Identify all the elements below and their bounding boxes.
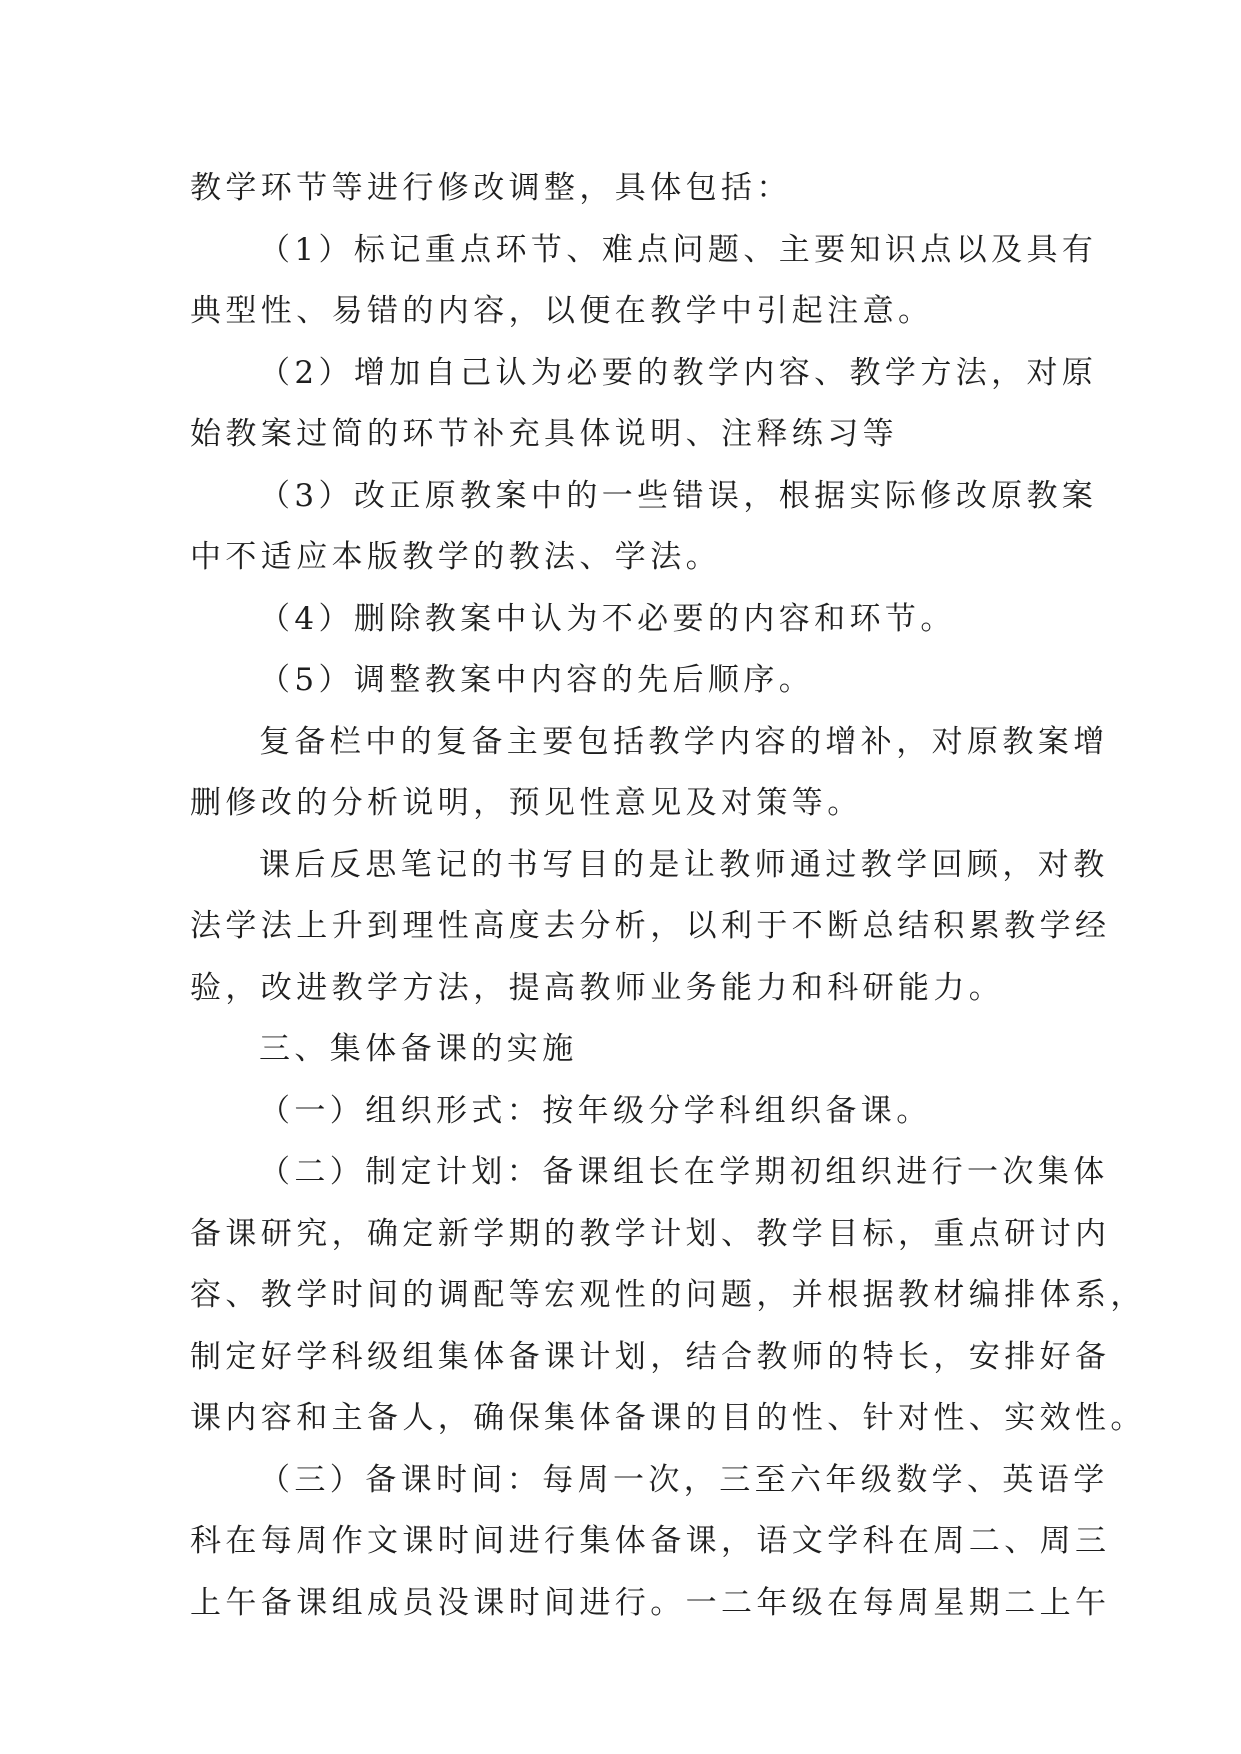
text-line: 备课研究，确定新学期的教学计划、教学目标，重点研讨内 (190, 1215, 1111, 1252)
text-line: 始教案过简的环节补充具体说明、注释练习等 (190, 416, 898, 452)
text-line: 教学环节等进行修改调整，具体包括： (190, 170, 792, 206)
text-line: 容、教学时间的调配等宏观性的问题，并根据教材编排体系， (190, 1277, 1146, 1313)
text-line: 三、集体备课的实施 (259, 1031, 578, 1067)
document-body (190, 158, 1146, 1634)
text-line: （三）备课时间：每周一次，三至六年级数学、英语学 (259, 1461, 1109, 1498)
text-line: 课内容和主备人，确保集体备课的目的性、针对性、实效性。 (190, 1400, 1146, 1436)
text-line: 上午备课组成员没课时间进行。一二年级在每周星期二上午 (190, 1584, 1111, 1621)
text-line: （3）改正原教案中的一些错误，根据实际修改原教案 (259, 477, 1098, 514)
text-line: 中不适应本版教学的教法、学法。 (190, 539, 721, 575)
text-line: （一）组织形式：按年级分学科组织备课。 (259, 1092, 932, 1129)
text-line: 法学法上升到理性高度去分析，以利于不断总结积累教学经 (190, 908, 1111, 944)
text-line: 删修改的分析说明，预见性意见及对策等。 (190, 785, 863, 821)
text-line: 复备栏中的复备主要包括教学内容的增补，对原教案增 (259, 723, 1109, 760)
text-line: （5）调整教案中内容的先后顺序。 (259, 662, 815, 698)
text-line: 科在每周作文课时间进行集体备课，语文学科在周二、周三 (190, 1523, 1111, 1559)
text-line: 验，改进教学方法，提高教师业务能力和科研能力。 (190, 969, 1005, 1006)
text-line: 典型性、易错的内容，以便在教学中引起注意。 (190, 293, 934, 329)
text-line: 课后反思笔记的书写目的是让教师通过教学回顾，对教 (259, 846, 1109, 883)
text-line: （1）标记重点环节、难点问题、主要知识点以及具有 (259, 231, 1098, 268)
text-line: 制定好学科级组集体备课计划，结合教师的特长，安排好备 (190, 1338, 1111, 1375)
text-line: （2）增加自己认为必要的教学内容、教学方法，对原 (259, 354, 1098, 391)
text-line: （二）制定计划：备课组长在学期初组织进行一次集体 (259, 1154, 1109, 1190)
text-line: （4）删除教案中认为不必要的内容和环节。 (259, 600, 956, 637)
